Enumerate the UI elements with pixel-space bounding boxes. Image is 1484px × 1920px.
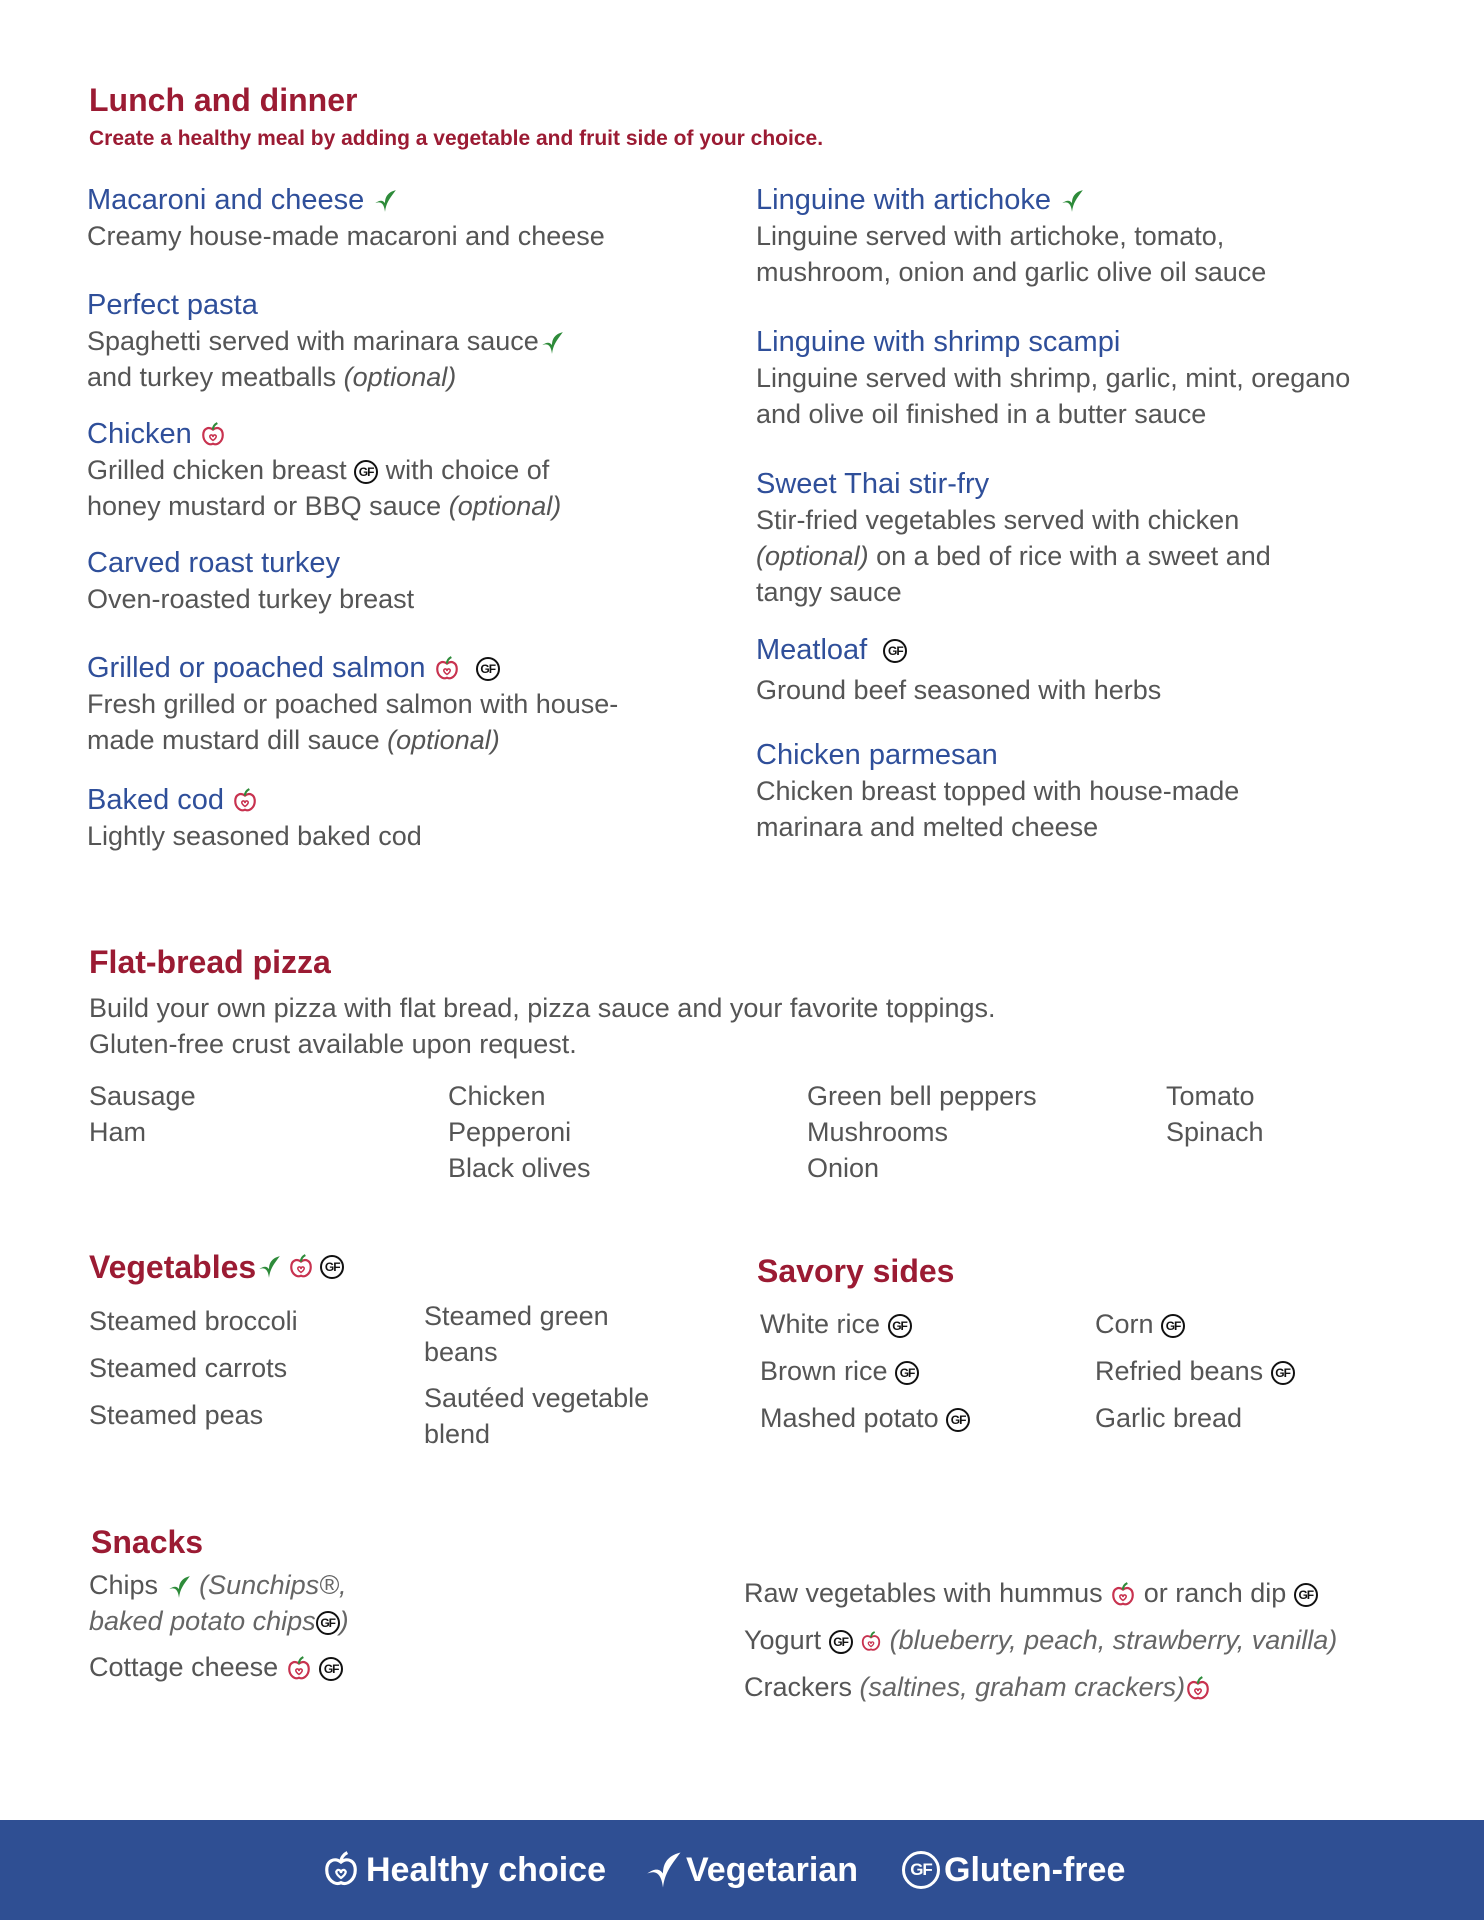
savory-sides-col1	[760, 1301, 970, 1442]
gluten-free-icon: GF	[946, 1408, 970, 1432]
vegetarian-leaf-icon	[1059, 188, 1085, 214]
topping: Sausage	[89, 1081, 196, 1111]
snack-yogurt	[744, 1617, 1337, 1664]
vegetable-item: Steamed broccoli	[89, 1306, 298, 1336]
item-desc-line2: and turkey meatballs	[87, 362, 337, 392]
side-item: White rice	[760, 1309, 881, 1339]
optional-note: (optional)	[387, 725, 500, 755]
snacks-col2	[744, 1570, 1337, 1711]
gluten-free-icon: GF	[316, 1611, 340, 1635]
topping: Pepperoni	[448, 1117, 572, 1147]
item-desc-line1: Linguine served with shrimp, garlic, mint, oregano	[756, 363, 1351, 393]
pizza-toppings-col2	[448, 1078, 591, 1186]
vegetarian-leaf-icon	[372, 188, 398, 214]
topping: Chicken	[448, 1081, 546, 1111]
item-name: Baked cod	[87, 784, 225, 816]
menu-item-perfect-pasta	[87, 287, 565, 395]
snack-name: Cottage cheese	[89, 1652, 279, 1682]
vegetarian-leaf-icon	[256, 1254, 282, 1280]
snack-name: Chips	[89, 1570, 159, 1600]
snack-name: Crackers	[744, 1672, 853, 1702]
gluten-free-icon: GF	[902, 1851, 940, 1889]
vegetable-item: Steamed peas	[89, 1400, 264, 1430]
vegetarian-leaf-icon	[539, 330, 565, 356]
item-desc-line1b: with choice of	[385, 455, 550, 485]
lunch-dinner-title: Lunch and dinner	[89, 82, 358, 118]
optional-note: (optional)	[448, 491, 562, 521]
item-desc-line1a: Grilled chicken breast	[87, 455, 347, 485]
snack-chips	[89, 1567, 349, 1603]
vegetarian-leaf-icon	[642, 1849, 684, 1891]
topping: Spinach	[1166, 1117, 1264, 1147]
menu-item-thai-stir-fry	[756, 466, 1271, 610]
healthy-choice-apple-icon	[232, 788, 258, 814]
item-name: Linguine with shrimp scampi	[756, 326, 1121, 358]
item-name: Carved roast turkey	[87, 547, 341, 579]
gluten-free-icon: GF	[895, 1361, 919, 1385]
topping: Tomato	[1166, 1081, 1255, 1111]
snacks-title: Snacks	[91, 1524, 204, 1560]
item-name: Chicken	[87, 418, 192, 450]
savory-sides-title: Savory sides	[757, 1253, 955, 1289]
vegetable-item: Sautéed vegetable	[424, 1383, 650, 1413]
item-desc-line3: tangy sauce	[756, 577, 902, 607]
item-desc-line2: made mustard dill sauce	[87, 725, 380, 755]
vegetable-item: blend	[424, 1419, 491, 1449]
vegetable-item: Steamed carrots	[89, 1353, 288, 1383]
snack-note-line1: (Sunchips®,	[199, 1570, 347, 1600]
savory-sides-col2	[1095, 1301, 1295, 1442]
item-desc-line1: Linguine served with artichoke, tomato,	[756, 221, 1225, 251]
menu-item-chicken	[87, 416, 561, 524]
healthy-choice-apple-icon	[286, 1656, 312, 1682]
menu-item-baked-cod	[87, 782, 422, 854]
menu-item-salmon	[87, 650, 618, 758]
snack-cottage-cheese	[89, 1649, 349, 1685]
vegetarian-leaf-icon	[166, 1574, 192, 1600]
optional-note: (optional)	[343, 362, 457, 392]
legend-footer	[0, 1820, 1484, 1920]
side-item: Mashed potato	[760, 1403, 939, 1433]
legend-gluten-free	[902, 1820, 1125, 1920]
item-desc-line1: Spaghetti served with marinara sauce	[87, 326, 539, 356]
menu-item-macaroni	[87, 182, 605, 254]
item-desc-line1: Stir-fried vegetables served with chicken	[756, 505, 1240, 535]
gluten-free-icon: GF	[883, 639, 907, 663]
healthy-choice-apple-icon	[200, 422, 226, 448]
gluten-free-icon: GF	[319, 1657, 343, 1681]
item-desc-line2: honey mustard or BBQ sauce	[87, 491, 442, 521]
item-name: Sweet Thai stir-fry	[756, 468, 990, 500]
vegetable-item: Steamed green	[424, 1301, 609, 1331]
snack-crackers	[744, 1664, 1337, 1711]
item-name: Linguine with artichoke	[756, 184, 1052, 216]
healthy-choice-apple-icon	[288, 1254, 314, 1280]
legend-healthy-choice	[322, 1820, 606, 1920]
gluten-free-icon: GF	[829, 1630, 853, 1654]
item-name: Meatloaf	[756, 634, 868, 666]
side-item: Garlic bread	[1095, 1403, 1243, 1433]
vegetables-col2	[424, 1298, 649, 1452]
snack-note: (blueberry, peach, strawberry, vanilla)	[889, 1625, 1338, 1655]
snack-note: (saltines, graham crackers)	[859, 1672, 1186, 1702]
gluten-free-icon: GF	[320, 1255, 344, 1279]
item-desc-line2: on a bed of rice with a sweet and	[876, 541, 1271, 571]
gluten-free-icon: GF	[888, 1314, 912, 1338]
lunch-dinner-subtitle: Create a healthy meal by adding a vegetable and fruit side of your choice.	[89, 127, 824, 150]
menu-item-shrimp-scampi	[756, 324, 1350, 432]
topping: Onion	[807, 1153, 880, 1183]
item-name: Grilled or poached salmon	[87, 652, 426, 684]
side-item: Refried beans	[1095, 1356, 1264, 1386]
pizza-toppings-col3	[807, 1078, 1037, 1186]
pizza-desc-line1: Build your own pizza with flat bread, pizza sauce and your favorite toppings.	[89, 993, 996, 1023]
topping: Black olives	[448, 1153, 591, 1183]
menu-item-meatloaf	[756, 632, 1161, 708]
snack-note-close: )	[339, 1606, 349, 1636]
item-desc: Ground beef seasoned with herbs	[756, 675, 1162, 705]
item-name: Macaroni and cheese	[87, 184, 365, 216]
legend-vegetarian	[642, 1820, 858, 1920]
item-desc: Creamy house-made macaroni and cheese	[87, 221, 605, 251]
item-desc: Lightly seasoned baked cod	[87, 821, 422, 851]
snack-name-cont: or ranch dip	[1143, 1578, 1287, 1608]
legend-label: Healthy choice	[366, 1850, 606, 1889]
item-desc-line1: Chicken breast topped with house-made	[756, 776, 1240, 806]
pizza-toppings-col4	[1166, 1078, 1264, 1150]
snack-raw-vegetables	[744, 1570, 1337, 1617]
item-desc-line1: Fresh grilled or poached salmon with house-	[87, 689, 619, 719]
item-desc-line2: marinara and melted cheese	[756, 812, 1099, 842]
item-desc-line2: and olive oil finished in a butter sauce	[756, 399, 1207, 429]
gluten-free-icon: GF	[1161, 1314, 1185, 1338]
healthy-choice-apple-icon	[434, 656, 460, 682]
gluten-free-icon: GF	[1294, 1583, 1318, 1607]
pizza-toppings-col1	[89, 1078, 196, 1150]
gluten-free-icon: GF	[354, 460, 378, 484]
legend-label: Gluten-free	[944, 1850, 1126, 1889]
item-desc: Oven-roasted turkey breast	[87, 584, 415, 614]
side-item: Corn	[1095, 1309, 1154, 1339]
vegetables-col1	[89, 1298, 298, 1439]
snack-name: Raw vegetables with hummus	[744, 1578, 1103, 1608]
menu-item-linguine-artichoke	[756, 182, 1266, 290]
healthy-choice-apple-icon	[860, 1631, 882, 1653]
item-name: Chicken parmesan	[756, 739, 998, 771]
topping: Green bell peppers	[807, 1081, 1037, 1111]
snack-note-line2: baked potato chips	[89, 1606, 316, 1636]
topping: Ham	[89, 1117, 147, 1147]
pizza-title: Flat-bread pizza	[89, 944, 331, 980]
snack-name: Yogurt	[744, 1625, 822, 1655]
item-desc-line2: mushroom, onion and garlic olive oil sauce	[756, 257, 1267, 287]
gluten-free-icon: GF	[476, 657, 500, 681]
healthy-choice-apple-icon	[1185, 1676, 1211, 1702]
topping: Mushrooms	[807, 1117, 949, 1147]
vegetable-item: beans	[424, 1337, 498, 1367]
pizza-desc-line2: Gluten-free crust available upon request.	[89, 1029, 577, 1059]
healthy-choice-apple-icon	[1110, 1582, 1136, 1608]
menu-item-roast-turkey	[87, 545, 414, 617]
menu-item-chicken-parmesan	[756, 737, 1239, 845]
optional-note: (optional)	[756, 541, 869, 571]
healthy-choice-apple-icon	[322, 1851, 360, 1889]
vegetables-title: Vegetables	[89, 1249, 257, 1285]
item-name: Perfect pasta	[87, 289, 258, 321]
gluten-free-icon: GF	[1271, 1361, 1295, 1385]
legend-label: Vegetarian	[686, 1850, 858, 1889]
side-item: Brown rice	[760, 1356, 888, 1386]
snacks-col1	[89, 1567, 349, 1685]
